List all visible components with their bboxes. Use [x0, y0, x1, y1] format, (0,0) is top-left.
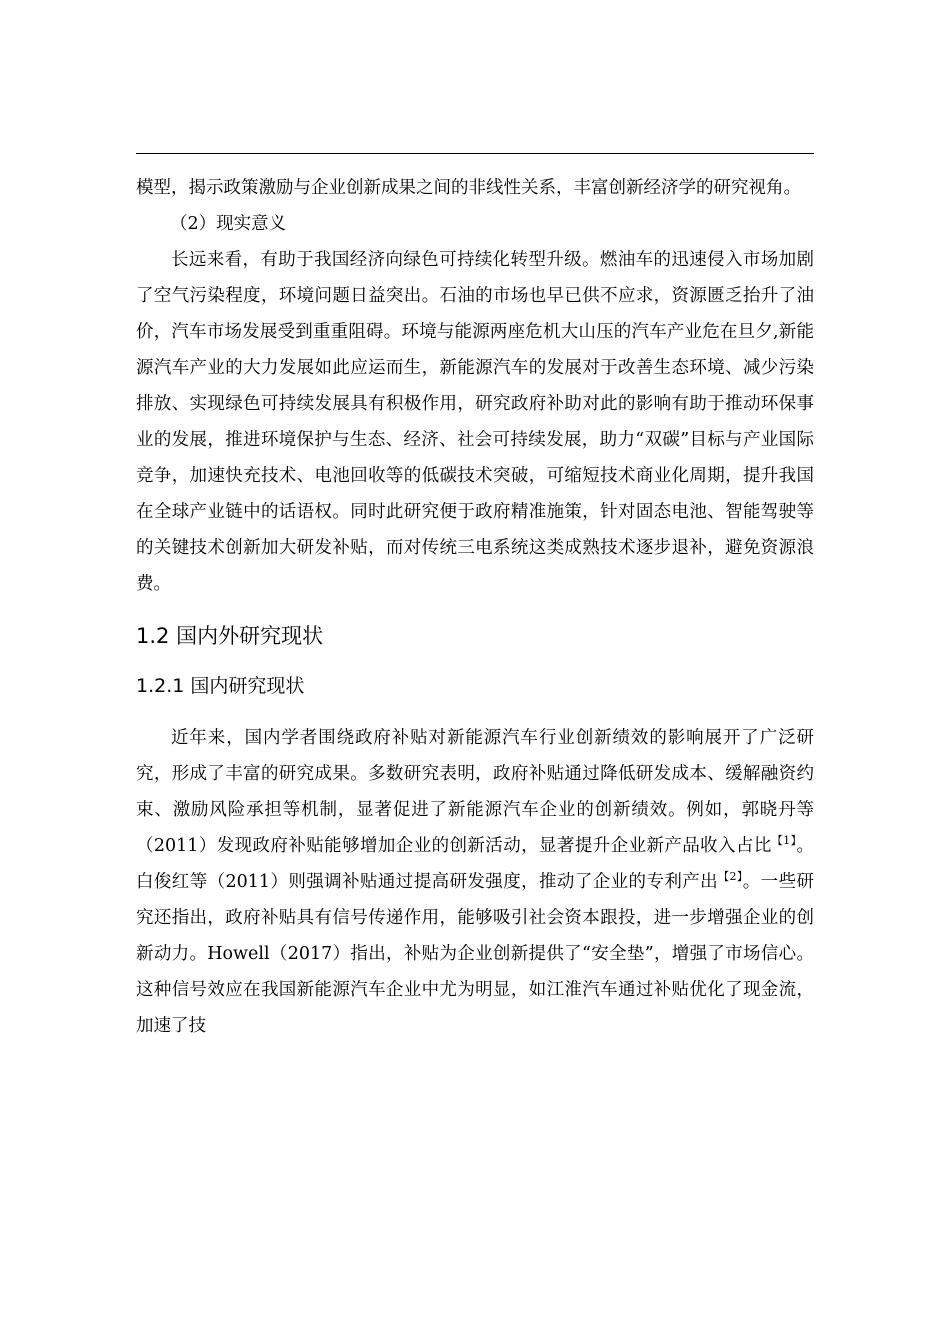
- subheading-practical-significance: （2）现实意义: [170, 214, 287, 234]
- paragraph-text-part-3: 。一些研究还指出，政府补贴具有信号传递作用，能够吸引社会资本跟投，进一步增强企业的创新动力。Howell（2017）指出，补贴为企业创新提供了“安全垫”，增强了市场信心。这种信号效应在我国新能源汽车企业中尤为明显，如江淮汽车通过补贴优化了现金流，加速了技: [136, 872, 814, 1036]
- page-content: [136, 170, 814, 1044]
- paragraph-intro-continued: 模型，揭示政策激励与企业创新成果之间的非线性关系，丰富创新经济学的研究视角。: [136, 178, 801, 198]
- section-heading-1-2-1: 1.2.1 国内研究现状: [136, 675, 305, 697]
- paragraph-practical-significance: 长远来看，有助于我国经济向绿色可持续化转型升级。燃油车的迅速侵入市场加剧了空气污染程度，环境问题日益突出。石油的市场也早已供不应求，资源匮乏抬升了油价，汽车市场发展受到重重阻碍。环境与能源两座危机大山压的汽车产业危在旦夕,新能源汽车产业的大力发展如此应运而生，新能源汽车的发展对于改善生态环境、减少污染排放、实现绿色可持续发展具有积极作用，研究政府补助对此的影响有助于推动环保事业的发展，推进环境保护与生态、经济、社会可持续发展，助力“双碳”目标与产业国际竞争，加速快充技术、电池回收等的低碳技术突破，可缩短技术商业化周期，提升我国在全球产业链中的话语权。同时此研究便于政府精准施策，针对固态电池、智能驾驶等的关键技术创新加大研发补贴，而对传统三电系统这类成熟技术逐步退补，避免资源浪费。: [136, 250, 814, 594]
- paragraph-text-part-1: 近年来，国内学者围绕政府补贴对新能源汽车行业创新绩效的影响展开了广泛研究，形成了丰富的研究成果。多数研究表明，政府补贴通过降低研发成本、缓解融资约束、激励风险承担等机制，显著促进了新能源汽车企业的创新绩效。例如，郭晓丹等（2011）发现政府补贴能够增加企业的创新活动，显著提升企业新产品收入占比: [136, 728, 814, 856]
- section-heading-1-2: 1.2 国内外研究现状: [136, 624, 324, 648]
- paragraph-domestic-research: [136, 720, 814, 1044]
- header-rule: [136, 153, 814, 154]
- paragraph-text-part-2: 。白俊红等（2011）则强调补贴通过提高研发强度，推动了企业的专利产出: [136, 836, 814, 892]
- citation-2[interactable]: 【2】: [718, 870, 743, 884]
- citation-1[interactable]: 【1】: [771, 834, 797, 848]
